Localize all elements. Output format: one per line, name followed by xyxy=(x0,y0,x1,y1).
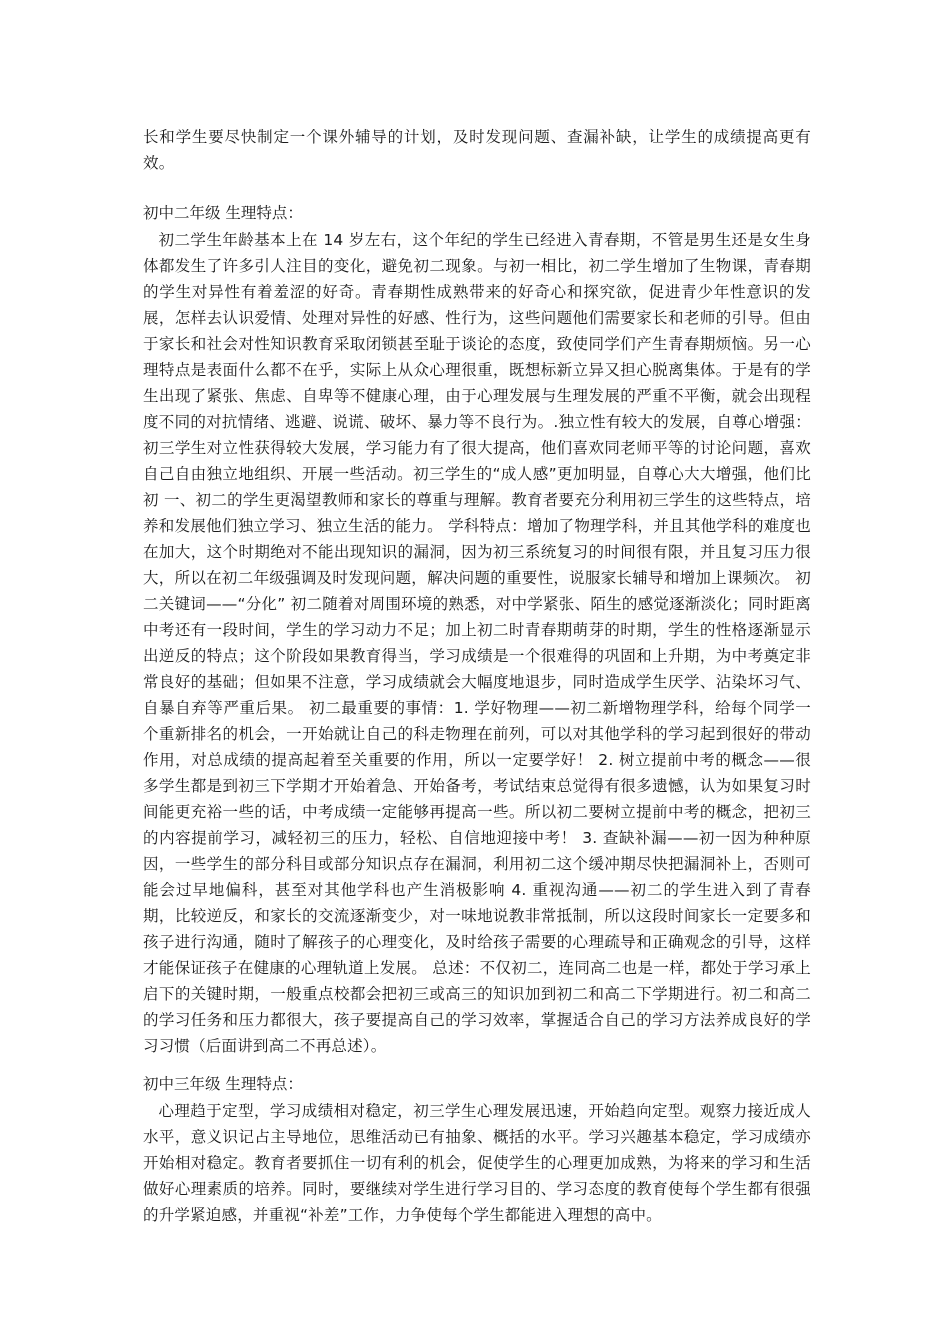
grade3-heading: 初中三年级 生理特点： xyxy=(143,1075,303,1093)
grade2-body-paragraph: 初二学生年龄基本上在 14 岁左右，这个年纪的学生已经进入青春期，不管是男生还是女生身体都发生了许多引人注目的变化，避免初二现象。与初一相比，初二学生增加了生物课，青春期的学生对异性有着羞涩的好奇。青春期性成熟带来的好奇心和探究欲，促进青少年性意识的发展，怎样去认识爱情、处理对异性的好感、性行为，这些问题他们需要家长和老师的引导。但由于家长和社会对性知识教育采取闭锁甚至耻于谈论的态度，致使同学们产生青春期烦恼。另一心理特点是表面什么都不在乎，实际上从众心理很重，既想标新立异又担心脱离集体。于是有的学生出现了紧张、焦虑、自卑等不健康心理，由于心理发展与生理发展的严重不平衡，就会出现程度不同的对抗情绪、逃避、说谎、破坏、暴力等不良行为。.独立性有较大的发展，自尊心增强：初三学生对立性获得较大发展，学习能力有了很大提高，他们喜欢同老师平等的讨论问题，喜欢自己自由独立地组织、开展一些活动。初三学生的“成人感”更加明显，自尊心大大增强，他们比初 一、初二的学生更渴望教师和家长的尊重与理解。教育者要充分利用初三学生的这些特点，培养和发展他们独立学习、独立生活的能力。 学科特点：增加了物理学科，并且其他学科的难度也在加大，这个时期绝对不能出现知识的漏洞，因为初三系统复习的时间很有限，并且复习压力很大，所以在初二年级强调及时发现问题，解决问题的重要性，说服家长辅导和增加上课频次。 初二关键词——“分化” 初二随着对周围环境的熟悉，对中学紧张、陌生的感觉逐渐淡化；同时距离中考还有一段时间，学生的学习动力不足；加上初二时青春期萌芽的时期，学生的性格逐渐显示出逆反的特点；这个阶段如果教育得当，学习成绩是一个很难得的巩固和上升期，为中考奠定非常良好的基础；但如果不注意，学习成绩就会大幅度地退步，同时造成学生厌学、沾染坏习气、自暴自弃等严重后果。 初二最重要的事情：1. 学好物理——初二新增物理学科，给每个同学一个重新排名的机会，一开始就让自己的科走物理在前列，可以对其他学科的学习起到很好的带动作用，对总成绩的提高起着至关重要的作用，所以一定要学好！ 2. 树立提前中考的概念——很多学生都是到初三下学期才开始着急、开始备考，考试结束总觉得有很多遗憾，认为如果复习时间能更充裕一些的话，中考成绩一定能够再提高一些。所以初二要树立提前中考的概念，把初三的内容提前学习，减轻初三的压力，轻松、自信地迎接中考！ 3. 查缺补漏——初一因为种种原因，一些学生的部分科目或部分知识点存在漏洞，利用初二这个缓冲期尽快把漏洞补上，否则可能会过早地偏科，甚至对其他学科也产生消极影响 4. 重视沟通——初二的学生进入到了青春期，比较逆反，和家长的交流逐渐变少，对一味地说教非常抵制，所以这段时间家长一定要多和孩子进行沟通，随时了解孩子的心理变化，及时给孩子需要的心理疏导和正确观念的引导，这样才能保证孩子在健康的心理轨道上发展。 总述：不仅初二，连同高二也是一样，都处于学习承上启下的关键时期，一般重点校都会把初三或高三的知识加到初二和高二下学期进行。初二和高二的学习任务和压力都很大，孩子要提高自己的学习效率，掌握适合自己的学习方法养成良好的学习习惯（后面讲到高二不再总述）。 xyxy=(143,231,811,1055)
intro-paragraph: 长和学生要尽快制定一个课外辅导的计划，及时发现问题、查漏补缺，让学生的成绩提高更有效。 xyxy=(143,128,811,172)
grade2-heading: 初中二年级 生理特点： xyxy=(143,204,303,222)
grade3-body-paragraph: 心理趋于定型，学习成绩相对稳定，初三学生心理发展迅速，开始趋向定型。观察力接近成人水平，意义识记占主导地位，思维活动已有抽象、概括的水平。学习兴趣基本稳定，学习成绩亦开始相对稳定。教育者要抓住一切有利的机会，促使学生的心理更加成熟，为将来的学习和生活做好心理素质的培养。同时，要继续对学生进行学习目的、学习态度的教育使每个学生都有很强的升学紧迫感，并重视“补差”工作，力争使每个学生都能进入理想的高中。 xyxy=(143,1102,811,1224)
